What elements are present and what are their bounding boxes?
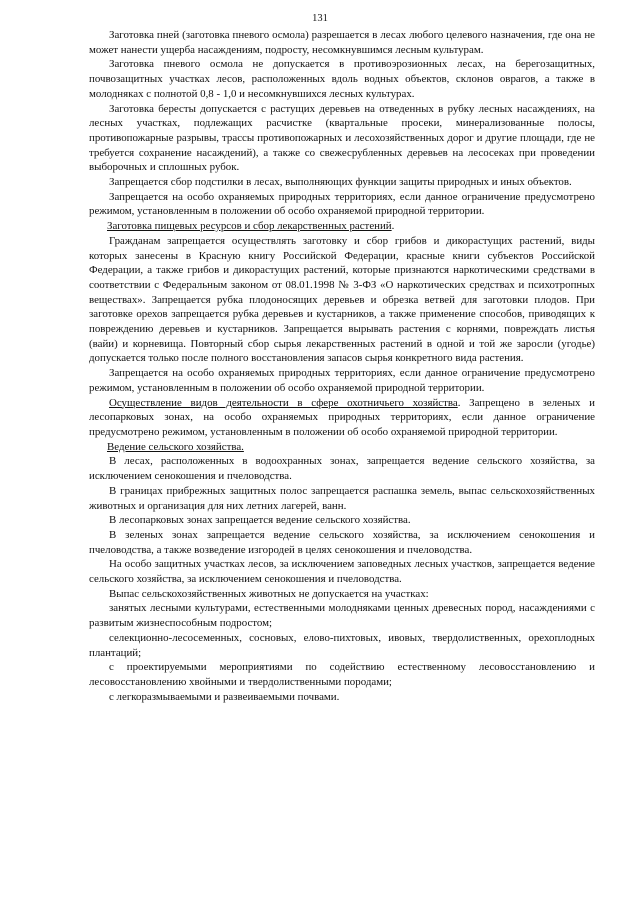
- paragraph: [89, 175, 595, 190]
- paragraph: [89, 528, 595, 557]
- list-item: [89, 601, 595, 630]
- paragraph: [89, 234, 595, 366]
- list-item: [89, 690, 595, 705]
- paragraph-text: В лесах, расположенных в водоохранных зонах, запрещается ведение сельского хозяйства, за исключением сенокошения и пчеловодства.: [89, 455, 595, 483]
- paragraph-text: Заготовка бересты допускается с растущих деревьев на отведенных в рубку лесных насаждениях, на лесных участках, подлежащих расчистке (квартальные просеки, минерализованные полосы, противопожарные разрывы, трассы противопожарных и лесохозяйственных дорог и другие площади, где не требуется сохранение насаждений), а также со свежесрубленных деревьев на лесосеках при проведении выборочных и сплошных рубок.: [89, 102, 595, 174]
- paragraph: [89, 190, 595, 219]
- paragraph-text: . Запрещено в зеленых и лесопарковых зонах, на особо охраняемых природных территориях, если данное ограничение предусмотрено режимом, установленным в положении об особо охраняемой природной территории.: [89, 396, 596, 438]
- paragraph: [89, 557, 595, 586]
- paragraph: [89, 396, 595, 440]
- paragraph-text: В зеленых зонах запрещается ведение сельского хозяйства, за исключением сенокошения и пчеловодства, а также возведение изгородей в целях сенокошения и пчеловодства.: [89, 528, 595, 556]
- paragraph-text: Заготовка пневого осмола не допускается в противоэрозионных лесах, на берегозащитных, почвозащитных участках лесов, расположенных вдоль водных объектов, склонов оврагов, а также в молодняках с полнотой 0,8 - 1,0 и несомкнувшихся лесных культурах.: [89, 58, 595, 100]
- section-heading-text: Осуществление видов деятельности в сфере охотничьего хозяйства: [109, 396, 458, 409]
- paragraph-text: Запрещается на особо охраняемых природных территориях, если данное ограничение предусмотрено режимом, установленным в положении об особо охраняемой природной территории.: [89, 367, 595, 394]
- paragraph-text: В лесопарковых зонах запрещается ведение сельского хозяйства.: [109, 514, 411, 527]
- section-heading-tail: .: [391, 220, 395, 233]
- paragraph-text: Запрещается на особо охраняемых природных территориях, если данное ограничение предусмотрено режимом, установленным в положении об особо охраняемой природной территории.: [89, 190, 595, 218]
- section-heading: [89, 219, 595, 234]
- list-item-text: селекционно-лесосеменных, сосновых, елово-пихтовых, ивовых, твердолиственных, орехоплодных плантаций;: [89, 631, 595, 659]
- paragraph: [89, 102, 595, 176]
- list-item: [89, 631, 595, 660]
- paragraph: [89, 587, 595, 602]
- list-item-text: с легкоразмываемыми и развеиваемыми почвами.: [109, 690, 340, 703]
- paragraph-text: На особо защитных участках лесов, за исключением заповедных лесных участков, запрещается ведение сельского хозяйства, за исключением сенокошения и пчеловодства.: [89, 558, 595, 586]
- section-heading: [89, 440, 595, 455]
- list-item-text: с проектируемыми мероприятиями по содействию естественному лесовосстановлению и лесовосстановлению хвойными и твердолиственными породами;: [89, 661, 595, 688]
- paragraph: [89, 28, 595, 57]
- paragraph-text: Выпас сельскохозяйственных животных не допускается на участках:: [109, 587, 429, 600]
- list-item-text: занятых лесными культурами, естественными молодняками ценных древесных пород, насаждениями с развитым жизнеспособным подростом;: [89, 602, 595, 630]
- paragraph: [89, 366, 595, 395]
- paragraph-text: В границах прибрежных защитных полос запрещается распашка земель, выпас сельскохозяйственных животных и организация для них летних лагерей, ванн.: [89, 484, 595, 512]
- paragraph: [89, 484, 595, 513]
- paragraph-text: Гражданам запрещается осуществлять заготовку и сбор грибов и дикорастущих растений, виды которых занесены в Красную книгу Российской Федерации, красные книги субъектов Российской Федерации, а также грибов и дикорастущих растений, которые признаются наркотическими средствами в соответствии с Федеральным законом от 08.01.1998 № 3-ФЗ «О наркотических средствах и психотропных веществах». Запрещается рубка плодоносящих деревьев и обрезка ветвей для заготовки плодов. При заготовке орехов запрещается рубка деревьев и кустарников, а также применение способов, приводящих к повреждению деревьев и кустарников. Запрещается вырывать растения с корнями, повреждать листья (вайи) и корневища. Повторный сбор сырья лекарственных растений в одной и той же заросли (угодье) допускается только после полного восстановления запасов сырья конкретного вида растения.: [89, 234, 595, 365]
- list-item: [89, 660, 595, 689]
- paragraph: [89, 513, 595, 528]
- section-heading-text: Заготовка пищевых ресурсов и сбор лекарственных растений: [107, 220, 392, 233]
- body-text: [89, 28, 595, 704]
- paragraph-text: Заготовка пней (заготовка пневого осмола) разрешается в лесах любого целевого назначения, где она не может нанести ущерба насаждениям, подросту, несомкнувшимся лесным культурам.: [89, 29, 595, 56]
- paragraph: [89, 454, 595, 483]
- page-number: 131: [312, 13, 328, 24]
- section-heading-text: Ведение сельского хозяйства.: [107, 440, 244, 453]
- paragraph-text: Запрещается сбор подстилки в лесах, выполняющих функции защиты природных и иных объектов.: [109, 176, 572, 189]
- paragraph: [89, 57, 595, 101]
